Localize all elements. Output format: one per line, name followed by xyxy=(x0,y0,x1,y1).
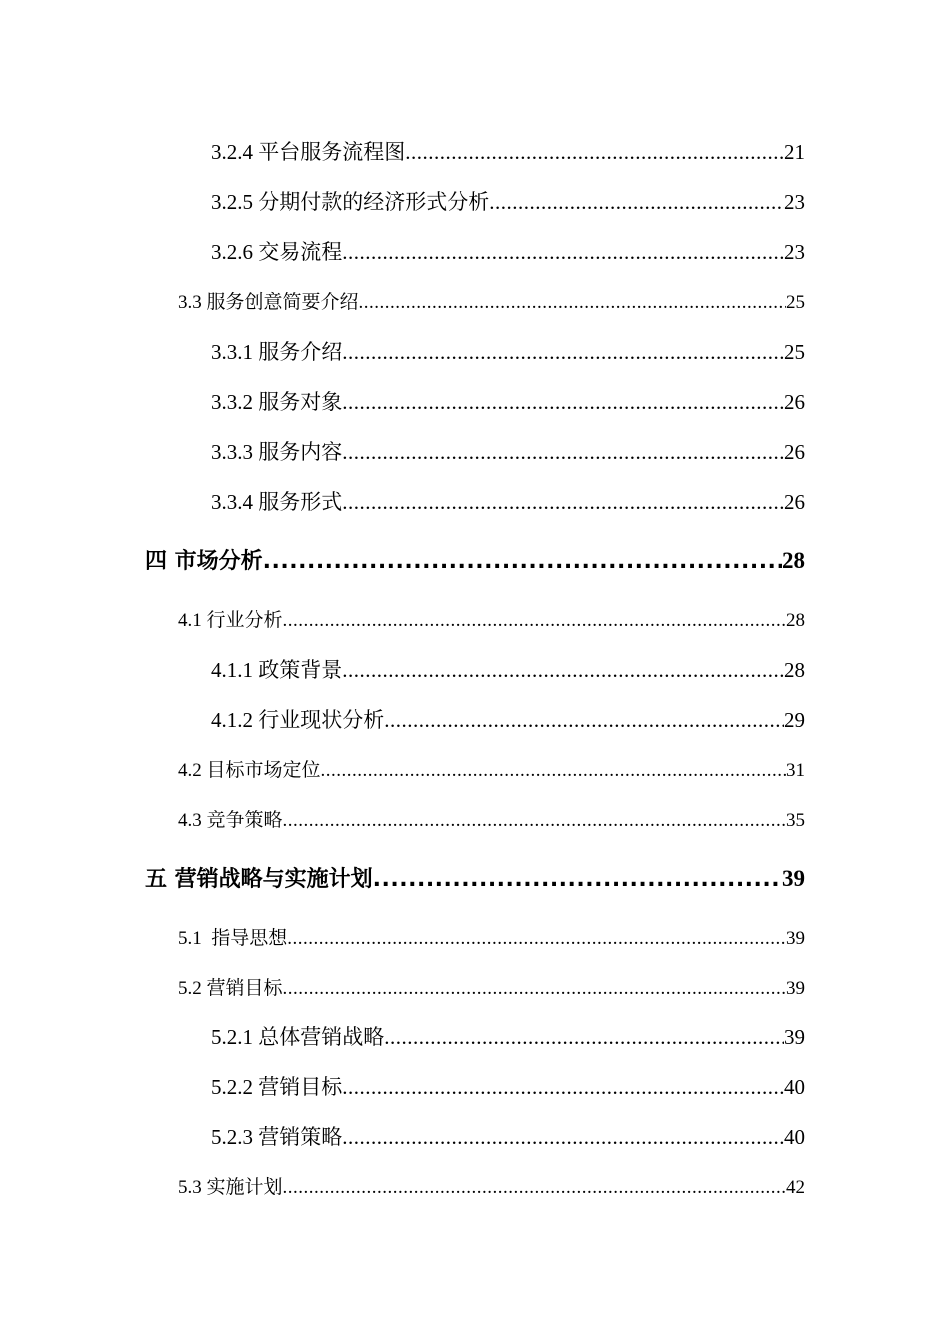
toc-entry-page-number: 25 xyxy=(786,292,805,313)
toc-entry-title: 5.2.3 营销策略 xyxy=(211,1125,343,1149)
toc-entry[interactable] xyxy=(178,755,805,782)
toc-entry[interactable] xyxy=(178,287,805,314)
toc-entry-title: 3.3.4 服务形式 xyxy=(211,490,343,514)
toc-entry-title: 5.2.1 总体营销战略 xyxy=(211,1025,385,1049)
toc-entry-page-number: 39 xyxy=(786,928,805,949)
toc-entry-title: 3.3.3 服务内容 xyxy=(211,440,343,464)
toc-entry-title: 5.2.2 营销目标 xyxy=(211,1075,343,1099)
toc-entry-page-number: 39 xyxy=(784,1025,805,1049)
toc-entry-page-number: 28 xyxy=(784,658,805,682)
toc-entry-page-number: 21 xyxy=(784,140,805,164)
toc-entry[interactable] xyxy=(211,386,805,416)
dot-leader xyxy=(283,810,786,832)
toc-entry[interactable] xyxy=(211,1021,805,1051)
dot-leader xyxy=(283,1177,786,1199)
dot-leader xyxy=(489,190,784,215)
toc-entry[interactable] xyxy=(211,486,805,516)
toc-entry-page-number: 26 xyxy=(784,490,805,514)
toc-entry[interactable] xyxy=(178,923,805,950)
toc-entry-title: 4.1.1 政策背景 xyxy=(211,658,343,682)
toc-entry-page-number: 23 xyxy=(784,240,805,264)
toc-entry-title: 5.2 营销目标 xyxy=(178,978,283,999)
toc-entry-title: 4.3 竞争策略 xyxy=(178,810,283,831)
toc-entry-page-number: 39 xyxy=(786,978,805,999)
dot-leader xyxy=(342,658,784,683)
toc-chapter-entry[interactable] xyxy=(145,544,805,575)
toc-entry-title: 5.3 实施计划 xyxy=(178,1177,283,1198)
toc-entry-title: 3.2.5 分期付款的经济形式分析 xyxy=(211,190,490,214)
toc-entry-title: 3.2.4 平台服务流程图 xyxy=(211,140,406,164)
dot-leader xyxy=(283,610,786,632)
toc-entry-page-number: 40 xyxy=(784,1075,805,1099)
toc-entry[interactable] xyxy=(178,973,805,1000)
toc-entry[interactable] xyxy=(178,605,805,632)
dot-leader xyxy=(263,549,782,574)
toc-entry-page-number: 26 xyxy=(784,440,805,464)
toc-entry-page-number: 25 xyxy=(784,340,805,364)
toc-entry-title: 4.2 目标市场定位 xyxy=(178,760,321,781)
toc-entry-page-number: 35 xyxy=(786,810,805,831)
dot-leader xyxy=(342,490,784,515)
toc-entry-title: 4.1.2 行业现状分析 xyxy=(211,708,385,732)
toc-entry-title: 五 营销战略与实施计划 xyxy=(145,867,373,892)
toc-entry-page-number: 40 xyxy=(784,1125,805,1149)
toc-entry[interactable] xyxy=(211,336,805,366)
toc-entry[interactable] xyxy=(211,436,805,466)
dot-leader xyxy=(405,140,784,165)
toc-entry-title: 3.3.2 服务对象 xyxy=(211,390,343,414)
toc-entry[interactable] xyxy=(211,1121,805,1151)
toc-entry-page-number: 28 xyxy=(782,548,805,573)
toc-entry-page-number: 29 xyxy=(784,708,805,732)
toc-entry-page-number: 23 xyxy=(784,190,805,214)
toc-entry-title: 3.3 服务创意简要介绍 xyxy=(178,292,359,313)
dot-leader xyxy=(342,390,784,415)
dot-leader xyxy=(342,340,784,365)
dot-leader xyxy=(384,1025,784,1050)
dot-leader xyxy=(342,1125,784,1150)
toc-entry[interactable] xyxy=(211,704,805,734)
toc-entry[interactable] xyxy=(211,186,805,216)
dot-leader xyxy=(342,440,784,465)
toc-entry-title: 四 市场分析 xyxy=(145,549,263,574)
toc-entry-page-number: 31 xyxy=(786,760,805,781)
dot-leader xyxy=(342,240,784,265)
dot-leader xyxy=(283,978,786,1000)
toc-entry-title: 3.3.1 服务介绍 xyxy=(211,340,343,364)
dot-leader xyxy=(342,1075,784,1100)
dot-leader xyxy=(287,928,786,950)
toc-entry[interactable] xyxy=(211,1071,805,1101)
toc-entry[interactable] xyxy=(211,236,805,266)
toc-entry-page-number: 26 xyxy=(784,390,805,414)
toc-entry[interactable] xyxy=(211,136,805,166)
toc-entry[interactable] xyxy=(178,1172,805,1199)
dot-leader xyxy=(373,867,782,892)
toc-entry[interactable] xyxy=(211,654,805,684)
toc-entry-page-number: 39 xyxy=(782,866,805,891)
toc-entry[interactable] xyxy=(178,805,805,832)
toc-entry-page-number: 28 xyxy=(786,610,805,631)
dot-leader xyxy=(384,708,784,733)
toc-entry-title: 3.2.6 交易流程 xyxy=(211,240,343,264)
dot-leader xyxy=(321,760,786,782)
toc-chapter-entry[interactable] xyxy=(145,862,805,893)
dot-leader xyxy=(359,292,786,314)
toc-entry-title: 4.1 行业分析 xyxy=(178,610,283,631)
toc-entry-page-number: 42 xyxy=(786,1177,805,1198)
toc-entry-title: 5.1 指导思想 xyxy=(178,928,288,949)
